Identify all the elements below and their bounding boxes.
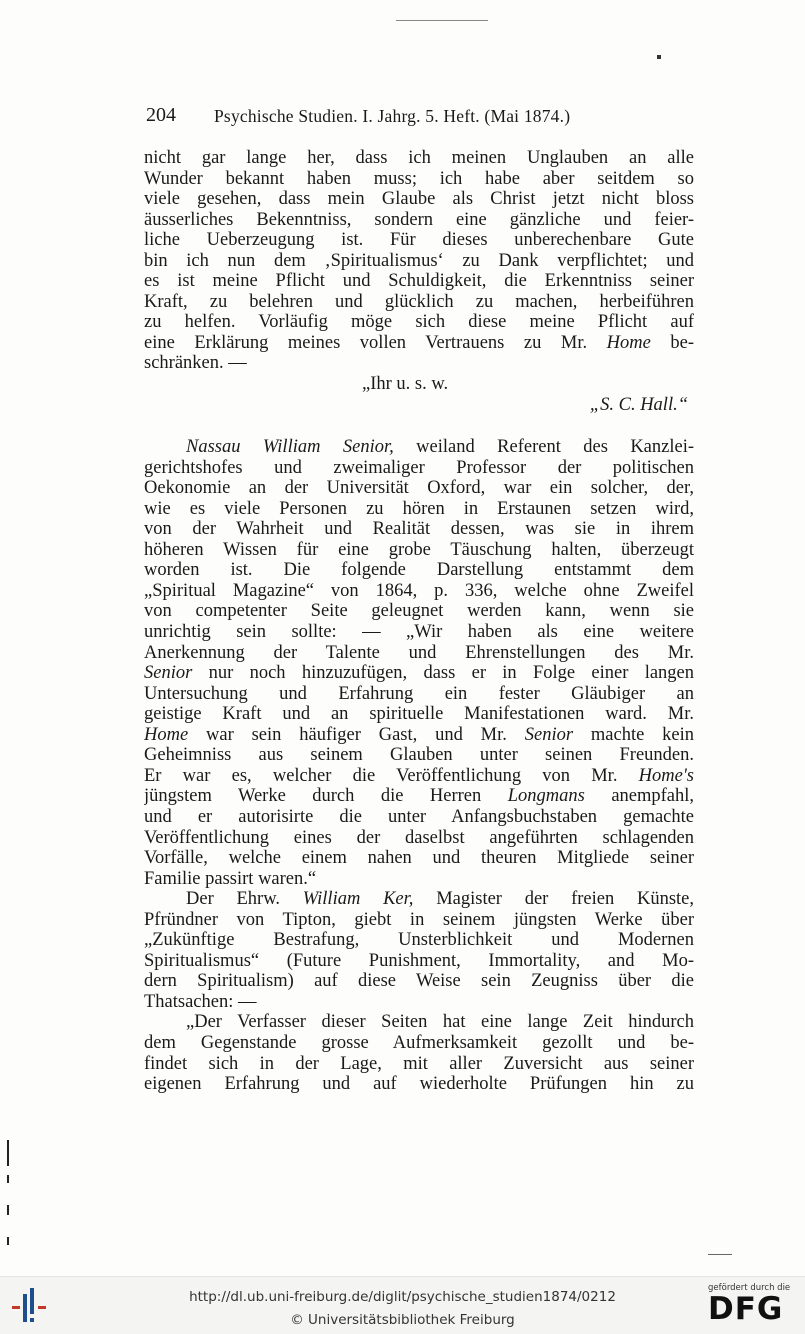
text-segment: machte kein [590,724,694,745]
text-line: liche Ueberzeugung ist. Für dieses unberechenbare Gute [144,230,694,251]
signature: „S. C. Hall.“ [589,394,688,415]
text-line: dern Spiritualism) auf diese Weise sein Zeugniss über die [144,971,694,992]
text-segment: anempfahl, [611,786,694,807]
text-line: nicht gar lange her, dass ich meinen Unglauben an alle [144,148,694,168]
text-line: „Spiritual Magazine“ von 1864, p. 336, welche ohne Zweifel [144,580,694,601]
text-line: findet sich in der Lage, mit aller Zuversicht aus seiner [144,1053,694,1074]
text-line: Spiritualismus“ (Future Punishment, Immortality, and Mo- [144,950,694,971]
closing-salutation: „Ihr u. s. w. [362,374,449,395]
text-segment: be- [650,332,694,353]
text-line: höheren Wissen für eine grobe Täuschung halten, überzeugt [144,539,694,560]
text-line [144,437,694,458]
text-segment: jüngstem Werke durch die Herren [144,786,482,807]
text-line [144,889,694,910]
text-segment: Der Ehrw. [186,889,280,910]
text-line: gerichtshofes und zweimaliger Professor der politischen [144,457,694,478]
text-line: viele gesehen, dass mein Glaube als Christ jetzt nicht bloss [144,189,694,210]
text-line: schränken. — [144,353,247,374]
text-line [144,725,694,746]
text-line: unrichtig sein sollte: — „Wir haben als eine weitere [144,622,694,643]
text-line: und er autorisirte die unter Anfangsbuchstaben gemachte [144,806,694,827]
text-line: von competenter Seite geleugnet werden kann, wenn sie [144,601,694,622]
margin-tick [7,1205,9,1215]
text-line [144,786,694,807]
page-number: 204 [146,104,176,126]
running-title: Psychische Studien. I. Jahrg. 5. Heft. (Mai 1874.) [214,106,571,126]
margin-tick [7,1140,9,1166]
text-line: Pfründner von Tipton, giebt in seinem jüngsten Werke über [144,909,694,930]
text-line: „Zukünftige Bestrafung, Unsterblichkeit und Modernen [144,930,694,951]
text-line: Kraft, zu belehren und glücklich zu machen, herbeiführen [144,291,694,312]
italic-name-home: Home [144,724,189,745]
italic-name-senior: Senior [524,724,574,745]
text-segment: war sein häufiger Gast, und Mr. [206,724,507,745]
margin-tick [7,1175,9,1183]
scan-mark [708,1254,732,1255]
top-scan-marks [396,20,488,23]
text-segment: Magister der freien Künste, [436,889,694,910]
text-line: Veröffentlichung eines der daselbst angeführten schlagenden [144,827,694,848]
text-segment: nur noch hinzuzufügen, dass er in Folge einer langen [208,663,694,684]
text-line: Oekonomie an der Universität Oxford, war ein solcher, der, [144,478,694,499]
italic-name-nassau-senior: Nassau William Senior, [186,437,394,458]
permalink-url[interactable]: http://dl.ub.uni-freiburg.de/diglit/psychische_studien1874/0212 [189,1289,616,1305]
text-line: äusserliches Bekenntniss, sondern eine gänzliche und feier- [144,209,694,230]
body-text [144,148,694,1095]
italic-name-senior: Senior [144,663,193,684]
text-line: Vorfälle, welche einem nahen und theuren Mitgliede seiner [144,848,694,869]
text-line: eigenen Erfahrung und auf wiederholte Prüfungen hin zu [144,1074,694,1095]
viewer-footer [0,1276,805,1334]
text-line: Untersuchung und Erfahrung ein fester Gläubiger an [144,683,694,704]
text-line: zu helfen. Vorläufig möge sich diese meine Pflicht auf [144,312,694,333]
copyright-notice: © Universitätsbibliothek Freiburg [290,1312,515,1328]
italic-name-ker: William Ker, [302,889,414,910]
text-segment: Er war es, welcher die Veröffentlichung von Mr. [144,765,618,786]
paragraph-gap [144,415,694,437]
text-line: geistige Kraft und an spirituelle Manifestationen ward. Mr. [144,704,694,725]
text-line: wie es viele Personen zu hören in Erstaunen setzen wird, [144,498,694,519]
library-logo-icon [10,1286,54,1328]
scan-dot [657,55,661,59]
text-line: von der Wahrheit und Realität dessen, was sie in ihrem [144,519,694,540]
italic-name-home: Home [606,332,651,353]
text-line: dem Gegenstande grosse Aufmerksamkeit gezollt und be- [144,1032,694,1053]
text-line: bin ich nun dem ‚Spiritualismus‘ zu Dank verpflichtet; und [144,250,694,271]
text-segment: eine Erklärung meines vollen Vertrauens zu Mr. [144,332,588,353]
text-line: Thatsachen: — [144,991,257,1012]
text-line: worden ist. Die folgende Darstellung entstammt dem [144,560,694,581]
text-line: Anerkennung der Talente und Ehrenstellungen des Mr. [144,642,694,663]
page-header [146,104,694,128]
text-segment: weiland Referent des Kanzlei- [416,437,694,458]
italic-name-longmans: Longmans [507,786,585,807]
text-line: es ist meine Pflicht und Schuldigkeit, die Erkenntniss seiner [144,271,694,292]
text-line [144,766,694,787]
italic-name-homes: Home's [638,765,694,786]
text-line [144,333,694,354]
text-line: Geheimniss aus seinem Glauben unter seinen Freunden. [144,745,694,766]
text-line: „Der Verfasser dieser Seiten hat eine lange Zeit hindurch [186,1012,694,1033]
text-line: Wunder bekannt haben muss; ich habe aber seitdem so [144,168,694,189]
text-line: Familie passirt waren.“ [144,868,317,889]
text-line [144,663,694,684]
dfg-logo [708,1283,798,1329]
dfg-funding-text: gefördert durch die [708,1283,791,1293]
margin-tick [7,1237,9,1245]
dfg-wordmark: DFG [708,1291,784,1327]
